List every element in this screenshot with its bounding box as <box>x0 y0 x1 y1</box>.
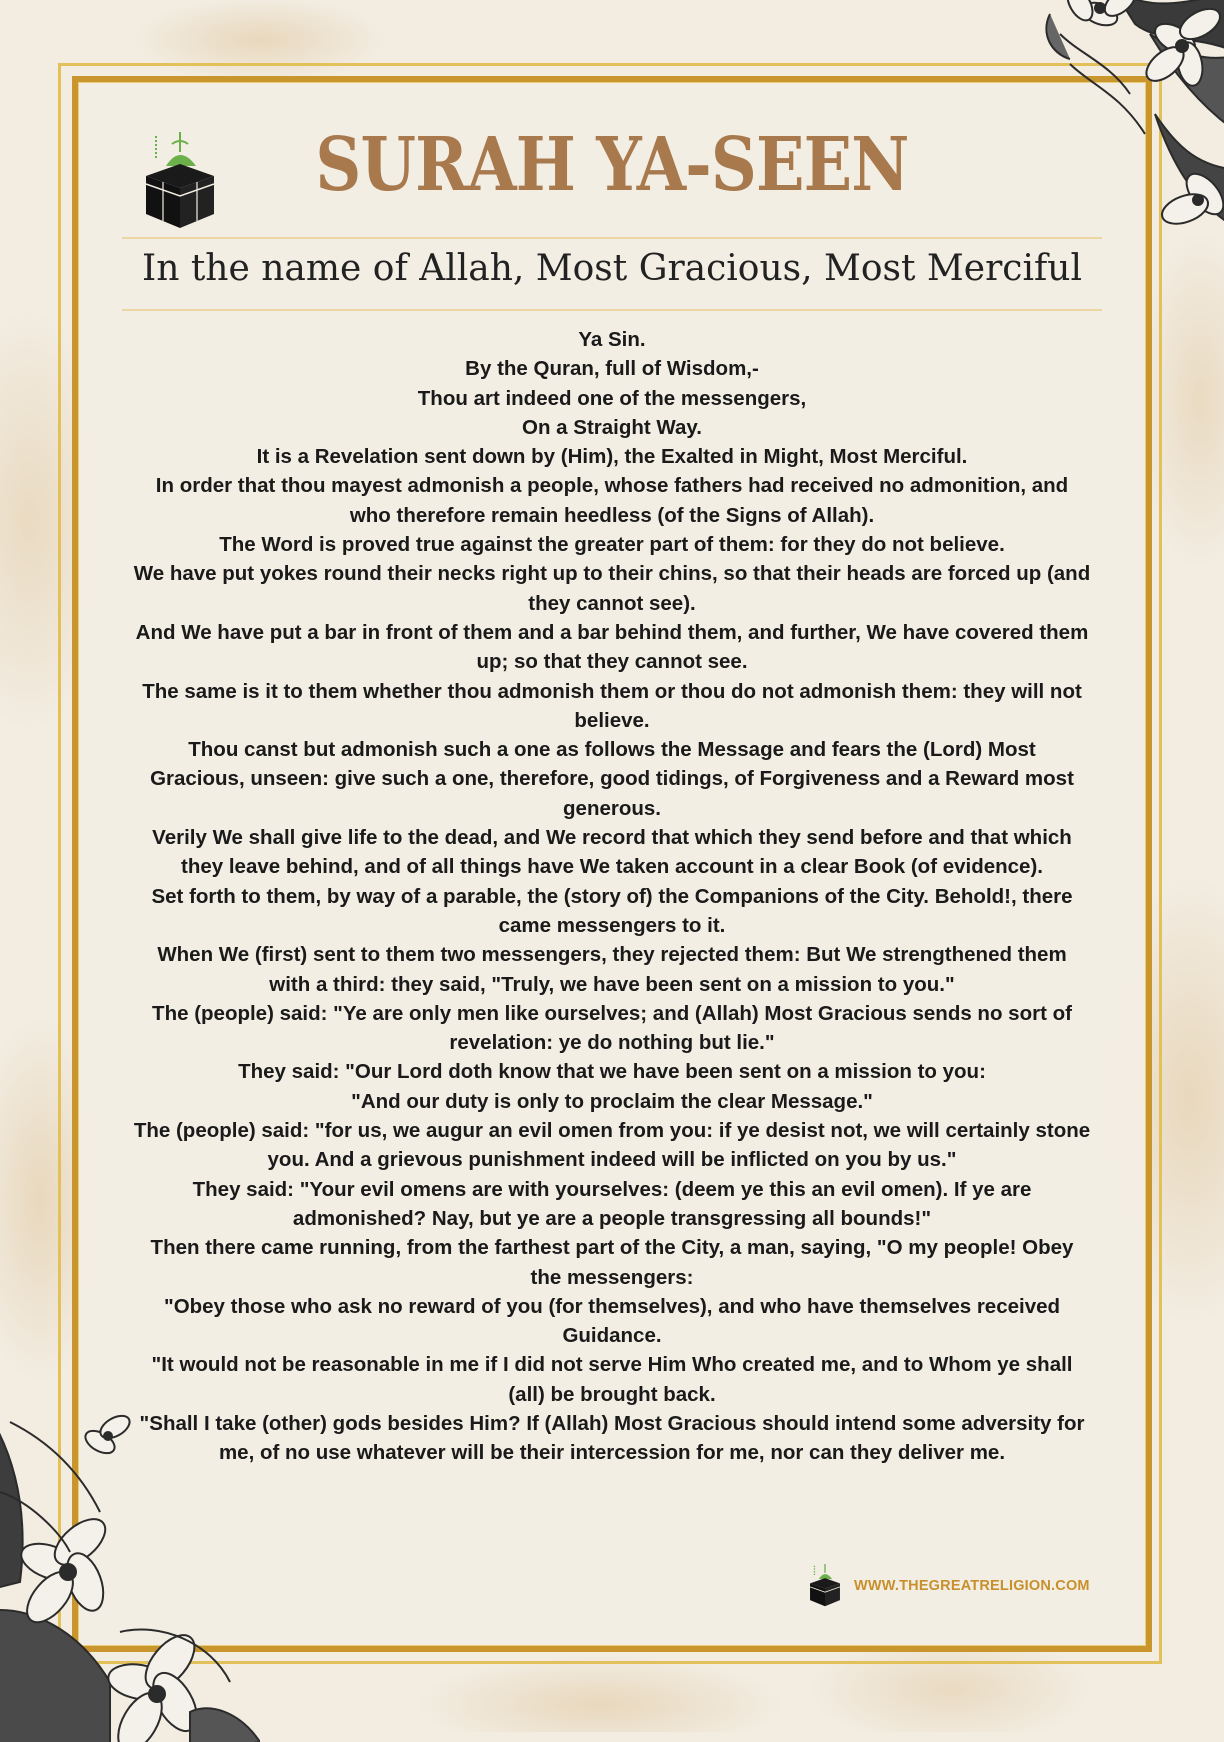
verse: Then there came running, from the farthest part of the City, a man, saying, "O my people! Obey the messengers: <box>150 1236 1074 1289</box>
verse: "Obey those who ask no reward of you (for themselves), and who have themselves received Guidance. <box>163 1294 1061 1348</box>
basmala-subtitle: In the name of Allah, Most Gracious, Most Merciful <box>141 248 1083 289</box>
kaaba-icon <box>806 1564 844 1608</box>
verse: They said: "Our Lord doth know that we have been sent on a mission to you: <box>238 1060 986 1084</box>
footer <box>806 1564 1090 1608</box>
verse: We have put yokes round their necks right up to their chins, so that their heads are forced up (and they cannot see). <box>133 562 1091 615</box>
verse: And We have put a bar in front of them and a bar behind them, and further, We have covered them up; so that they cannot see. <box>135 620 1089 674</box>
verse: They said: "Your evil omens are with yourselves: (deem ye this an evil omen). If ye are admonished? Nay, but ye are a people transgressing all bounds!" <box>192 1177 1032 1230</box>
verse: Thou canst but admonish such a one as follows the Message and fears the (Lord) Most Gracious, unseen: give such a one, therefore, good tidings, of Forgiveness and a Reward most generous. <box>150 738 1074 820</box>
verse: The Word is proved true against the greater part of them: for they do not believe. <box>219 533 1005 557</box>
verse: On a Straight Way. <box>522 415 702 439</box>
website-link[interactable]: WWW.THEGREATRELIGION.COM <box>854 1578 1090 1594</box>
page-title: SURAH YA-SEEN <box>315 122 909 208</box>
kaaba-icon <box>142 132 218 232</box>
verse: The same is it to them whether thou admonish them or thou do not admonish them: they will not believe. <box>142 679 1082 732</box>
verse-list <box>118 325 1106 1468</box>
verse: "It would not be reasonable in me if I did not serve Him Who created me, and to Whom ye shall (all) be brought back. <box>151 1353 1073 1406</box>
verse: In order that thou mayest admonish a people, whose fathers had received no admonition, and who therefore remain heedless (of the Signs of Allah). <box>155 474 1069 527</box>
verse: "And our duty is only to proclaim the clear Message." <box>351 1089 873 1113</box>
verse: Set forth to them, by way of a parable, the (story of) the Companions of the City. Behold!, there came messengers to it. <box>151 884 1073 937</box>
verse: The (people) said: "Ye are only men like ourselves; and (Allah) Most Gracious sends no sort of revelation: ye do nothing but lie." <box>152 1001 1072 1055</box>
verse: It is a Revelation sent down by (Him), the Exalted in Might, Most Merciful. <box>256 445 968 469</box>
verse: Ya Sin. <box>578 328 646 351</box>
verse: Verily We shall give life to the dead, and We record that which they send before and that which they leave behind, and of all things have We taken account in a clear Book (of evidence). <box>152 826 1072 879</box>
verse: The (people) said: "for us, we augur an evil omen from you: if ye desist not, we will certainly stone you. And a grievous punishment indeed will be inflicted on you by us." <box>133 1119 1091 1172</box>
subtitle-divider <box>122 309 1102 311</box>
verse: "Shall I take (other) gods besides Him? If (Allah) Most Gracious should intend some adversity for me, of no use whatever will be their intercession for me, nor can they deliver me. <box>139 1411 1085 1465</box>
verse: Thou art indeed one of the messengers, <box>417 386 807 410</box>
floral-ornament-top-right <box>960 0 1224 254</box>
title-divider <box>122 237 1102 239</box>
verse: By the Quran, full of Wisdom,- <box>465 357 759 381</box>
verse: When We (first) sent to them two messengers, they rejected them: But We strengthened them with a third: they said, "Truly, we have been sent on a mission to you." <box>157 943 1067 996</box>
